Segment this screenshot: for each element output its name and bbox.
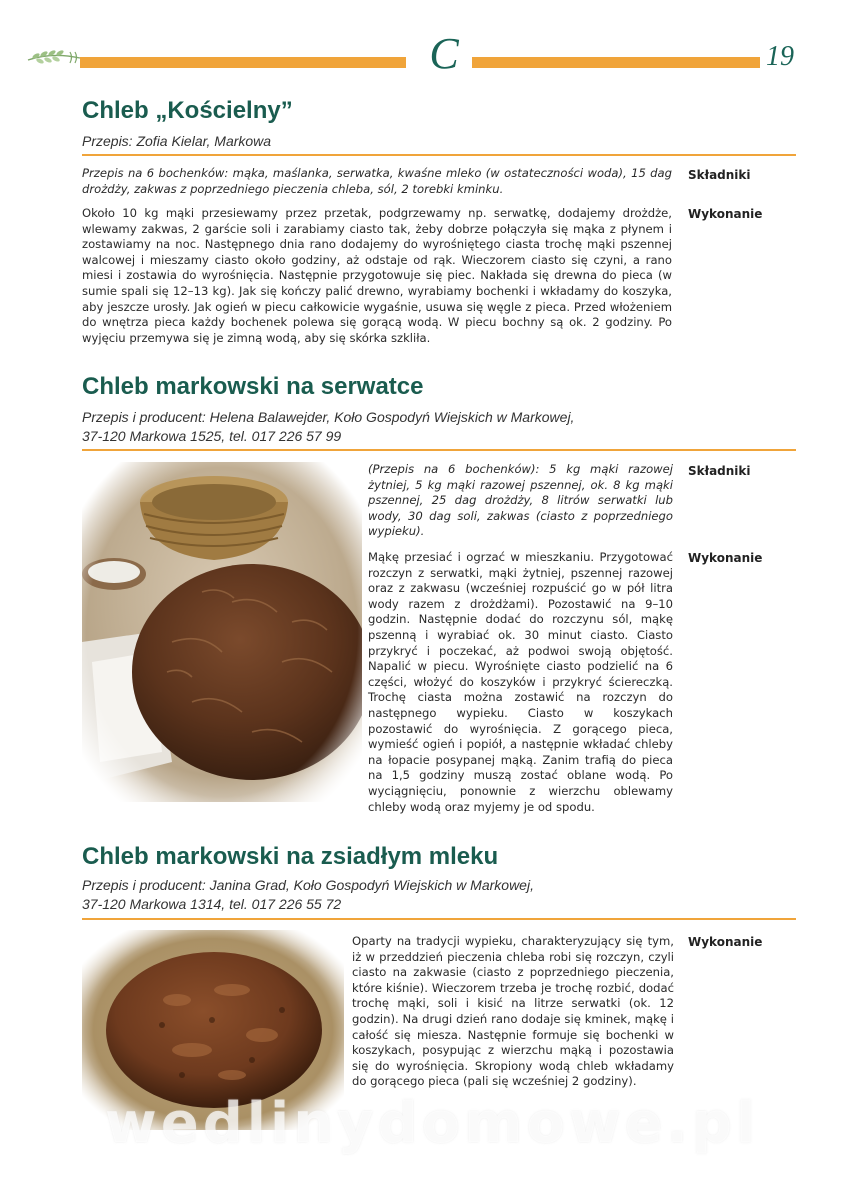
leaf-ornament-icon xyxy=(26,48,82,66)
divider xyxy=(82,918,796,920)
method-label: Wykonanie xyxy=(688,207,763,221)
bread-basket-photo xyxy=(82,462,362,802)
recipe-author-line1: Przepis i producent: Helena Balawejder, Koło Gospodyń Wiejskich w Markowej, xyxy=(82,409,575,425)
divider xyxy=(82,154,796,156)
ingredients-label: Składniki xyxy=(688,168,751,182)
recipe-author: Przepis: Zofia Kielar, Markowa xyxy=(82,133,272,149)
header-bar-left xyxy=(80,57,406,68)
recipe-title-koscielny: Chleb „Kościelny” xyxy=(82,97,293,124)
recipe-author-line1: Przepis i producent: Janina Grad, Koło Gospodyń Wiejskich w Markowej, xyxy=(82,877,534,893)
watermark: wedlinydomowe.pl xyxy=(105,1091,760,1156)
bread-loaf-photo xyxy=(82,930,344,1130)
recipe-title-zsiadle-mleko: Chleb markowski na zsiadłym mleku xyxy=(82,843,499,870)
header-bar-right xyxy=(472,57,760,68)
section-letter: C xyxy=(429,29,459,78)
ingredients-label: Składniki xyxy=(688,464,751,478)
ingredients-text: Przepis na 6 bochenków: mąka, maślanka, serwatka, kwaśne mleko (w ostateczności woda), 15 dag drożdży, zakwas z poprzedniego pieczenia chleba, sól, 2 torebki kminku. xyxy=(82,166,672,196)
recipe-author-line2: 37-120 Markowa 1314, tel. 017 226 55 72 xyxy=(82,896,342,912)
recipe-title-serwatka: Chleb markowski na serwatce xyxy=(82,373,424,400)
divider xyxy=(82,449,796,451)
method-label: Wykonanie xyxy=(688,935,763,949)
ingredients-text: (Przepis na 6 bochenków): 5 kg mąki razowej żytniej, 5 kg mąki razowej pszennej, ok. 8 kg mąki pszennej, 25 dag drożdży, 8 litrów serwatki lub wody, 30 dag soli, zakwas (ciasto z poprzedniego wypieku). xyxy=(368,462,673,539)
page-number: 19 xyxy=(766,41,794,72)
recipe-author-line2: 37-120 Markowa 1525, tel. 017 226 57 99 xyxy=(82,428,342,444)
method-text: Oparty na tradycji wypieku, charakteryzujący się tym, iż w przeddzień pieczenia chleba robi się rozczyn, czyli ciasto na zakwasie (ciasto z poprzedniego pieczenia, które kiśnie). Wieczorem trzeba je trochę rozbić, dodać trochę mąki, soli i kisić na litrze serwatki (ok. 12 godzin). Na drugi dzień rano dodaje się kminek, mąkę i całość się miesza. Następnie formuje się bochenki w koszykach, posypując z wierzchu mąką i pozostawia się do wyrośnięcia. Skropiony wodą chleb wkładamy do gorącego pieca (pali się wcześniej 2 godziny). xyxy=(352,934,674,1089)
method-text: Około 10 kg mąki przesiewamy przez przetak, podgrzewamy np. serwatkę, dodajemy drożdże, wlewamy zakwas, 2 garście soli i zarabiamy ciasto tak, żeby dobrze połączyła się mąka z płynem i zostawiamy na noc. Następnego dnia rano dodajemy do wyrośniętego ciasta trochę mąki pszennej walcowej i mieszamy ciasto około godziny, aż odstaje od rąk. Wieczorem ciasto się czyni, a rano miesi i zostawia do wyrośnięcia. Następnie przygotowuje się piec. Nakłada się drewna do pieca (w sumie spali się 12–13 kg). Jak się kończy palić drewno, wyrabiamy bochenki i wkładamy do koszyka, aby jeszcze urosły. Jak ogień w piecu całkowicie wygaśnie, usuwa się węgle z pieca. Przed włożeniem do wnętrza pieca każdy bochenek polewa się gorącą wodą. W piecu bochny są ok. 2 godziny. Po wyjęciu przemywa się je zimną wodą, aby się skórka szkliła. xyxy=(82,206,672,345)
method-label: Wykonanie xyxy=(688,551,763,565)
method-text: Mąkę przesiać i ogrzać w mieszkaniu. Przygotować rozczyn z serwatki, mąki żytniej, pszennej razowej oraz z zakwasu (wcześniej rozpuścić go w pół litra wody razem z drożdżami). Pozostawić na 9–10 godzin. Następnie dodać do rozczynu sól, mąkę pszenną i wyrabiać ok. 30 minut ciasto. Ciasto przykryć i poczekać, aż podwoi swoją objętość. Napalić w piecu. Wyrośnięte ciasto podzielić na 6 części, włożyć do koszyków i przykryć ściereczką. Trochę ciasta można zostawić na rozczyn do następnego wypieku. Ciasto w koszykach pozostawić do wyrośnięcia. Z gorącego pieca, wymieść ogień i popiół, a następnie wkładać chleby na łopacie posypanej mąką. Zanim trafią do pieca na 1,5 godziny muszą zostać oblane wodą. Po wyciągnięciu, ponownie z wierzchu oblewamy chleby wodą oraz myjemy je od spodu. xyxy=(368,550,673,814)
